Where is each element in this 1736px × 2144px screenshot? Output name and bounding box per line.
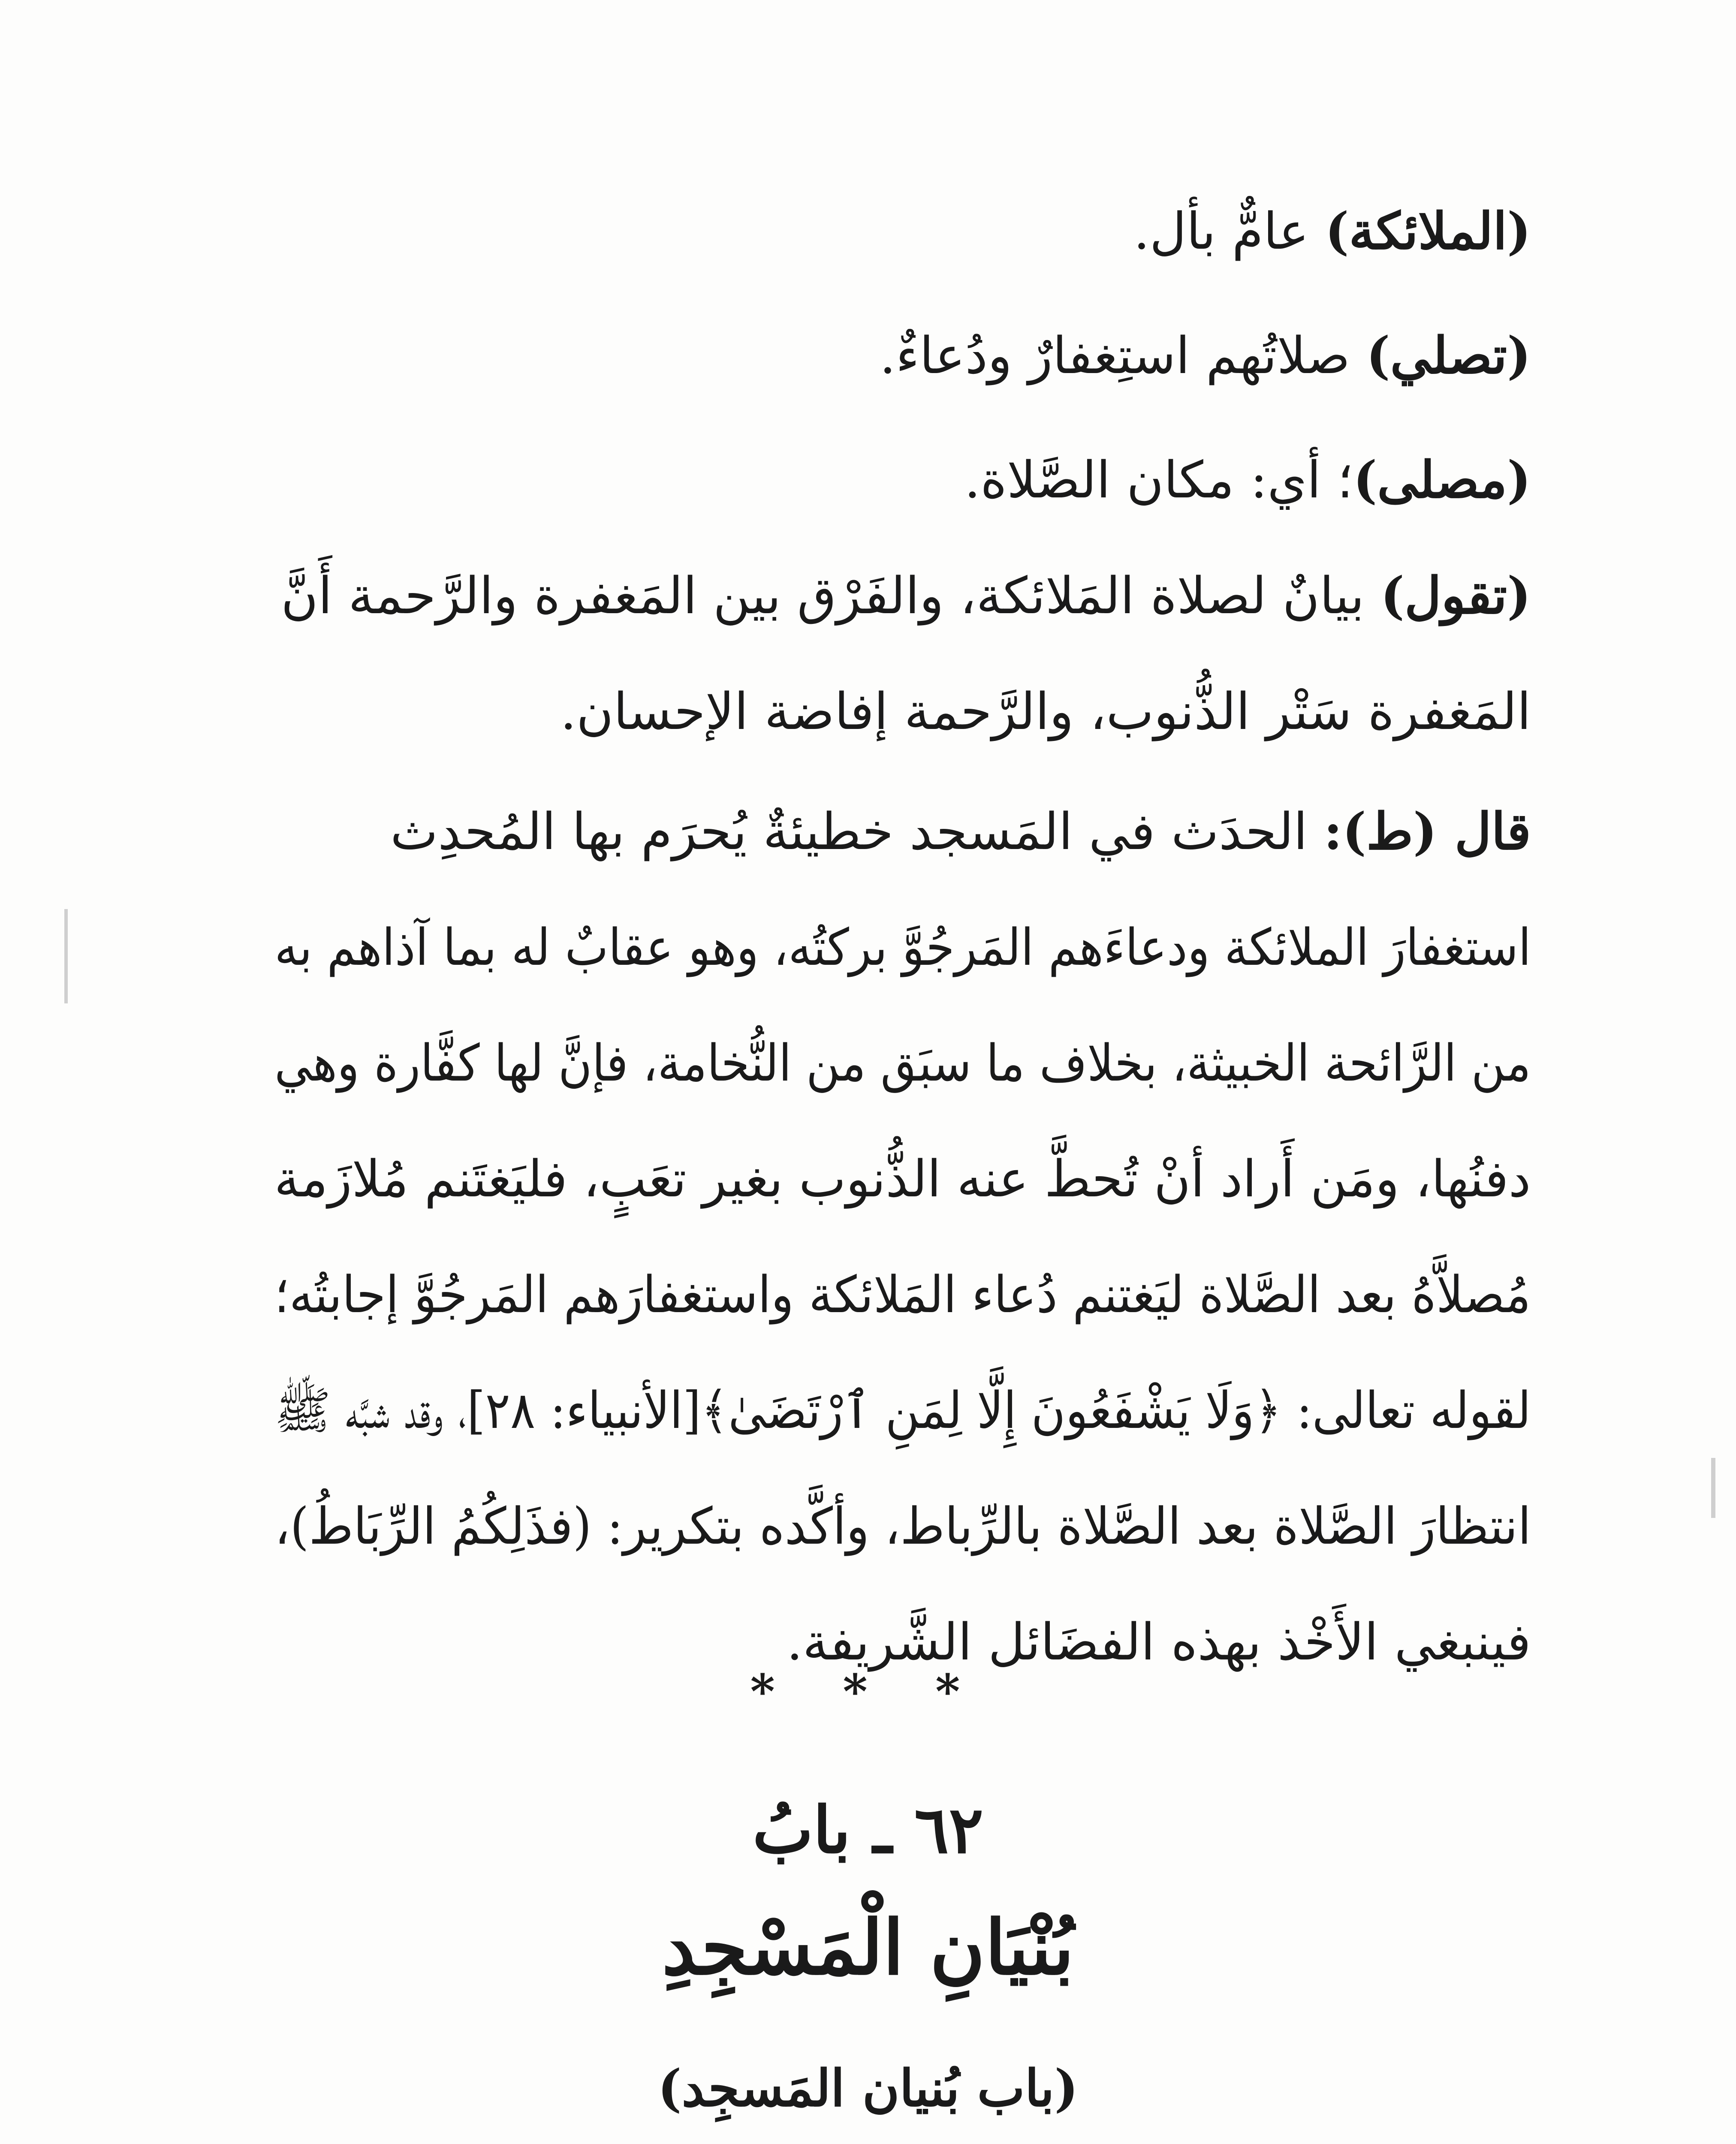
paragraph-qala-line-7: انتظارَ الصَّلاة بعد الصَّلاة بالرِّباط، وأكَّده بتكرير: (فذَلِكُمُ الرِّبَاطُ)، bbox=[274, 1497, 1531, 1556]
paragraph-qala-line-6: لقوله تعالى: ﴿وَلَا يَشْفَعُونَ إِلَّا لِمَنِ ٱرْتَضَىٰ﴾[الأنبياء: ٢٨]، وقد شبَّه ﷺ bbox=[274, 1381, 1531, 1440]
commentary-text bbox=[274, 0, 1531, 1715]
line-qala-1 bbox=[390, 801, 1531, 861]
paragraph-qala-line-4: دفنُها، ومَن أَراد أنْ تُحطَّ عنه الذُّنوب بغير تعَبٍ، فليَغتَنم مُلازَمة bbox=[274, 1149, 1531, 1208]
line-malaika bbox=[1133, 201, 1531, 261]
paragraph-qala-line-5: مُصلاَّهُ بعد الصَّلاة ليَغتنم دُعاء المَلائكة واستغفارَهم المَرجُوَّ إجابتُه؛ bbox=[274, 1265, 1531, 1324]
paragraph-tusalli: (تصلي) صلاتُهم استِغفارٌ ودُعاءٌ. bbox=[880, 325, 1531, 385]
left-edge-mark bbox=[64, 909, 68, 1003]
paragraph-qala-line-2: استغفارَ الملائكة ودعاءَهم المَرجُوَّ بركتُه، وهو عقابٌ له بما آذاهم به bbox=[274, 918, 1531, 977]
line-qala-7 bbox=[210, 1497, 1531, 1556]
paragraph-taqul-line-2: المَغفرة سَتْر الذُّنوب، والرَّحمة إفاضة الإحسان. bbox=[560, 682, 1531, 741]
paragraph-taqul-line-1: (تقول) بيانٌ لصلاة المَلائكة، والفَرْق بين المَغفرة والرَّحمة أَنَّ bbox=[281, 566, 1531, 625]
chapter-number: ٦٢ ـ بابُ bbox=[752, 1792, 984, 1868]
paragraph-qala-line-8: فينبغي الأَخْذ بهذه الفضَائل الشَّريفة. bbox=[787, 1612, 1531, 1671]
paragraph-qala-line-1: قال (ط): الحدَث في المَسجد خطيئةٌ يُحرَم بها المُحدِث bbox=[390, 801, 1531, 861]
line-qala-4 bbox=[258, 1149, 1531, 1208]
line-qala-3 bbox=[151, 1033, 1531, 1093]
line-qala-5 bbox=[186, 1265, 1531, 1324]
chapter-subtitle: (باب بُنيان المَسجِد) bbox=[657, 2058, 1079, 2118]
paragraph-malaika: (الملائكة) عامٌّ بأل. bbox=[1133, 201, 1531, 261]
line-qala-8 bbox=[787, 1612, 1531, 1671]
paragraph-qala-line-3: من الرَّائحة الخبيثة، بخلاف ما سبَق من النُّخامة، فإنَّ لها كفَّارة وهي bbox=[274, 1033, 1531, 1093]
line-musalla bbox=[964, 450, 1531, 509]
section-separator: * * * bbox=[750, 1664, 986, 1719]
line-tusalli bbox=[880, 325, 1531, 385]
line-taqul-2 bbox=[560, 682, 1531, 741]
right-edge-mark bbox=[1711, 1458, 1715, 1518]
chapter-title: بُنْيَانِ الْمَسْجِدِ bbox=[662, 1904, 1074, 1992]
line-taqul-1 bbox=[281, 566, 1531, 625]
line-qala-2 bbox=[155, 918, 1531, 977]
paragraph-musalla: (مصلى)؛ أي: مكان الصَّلاة. bbox=[964, 450, 1531, 509]
line-qala-6 bbox=[168, 1381, 1531, 1440]
